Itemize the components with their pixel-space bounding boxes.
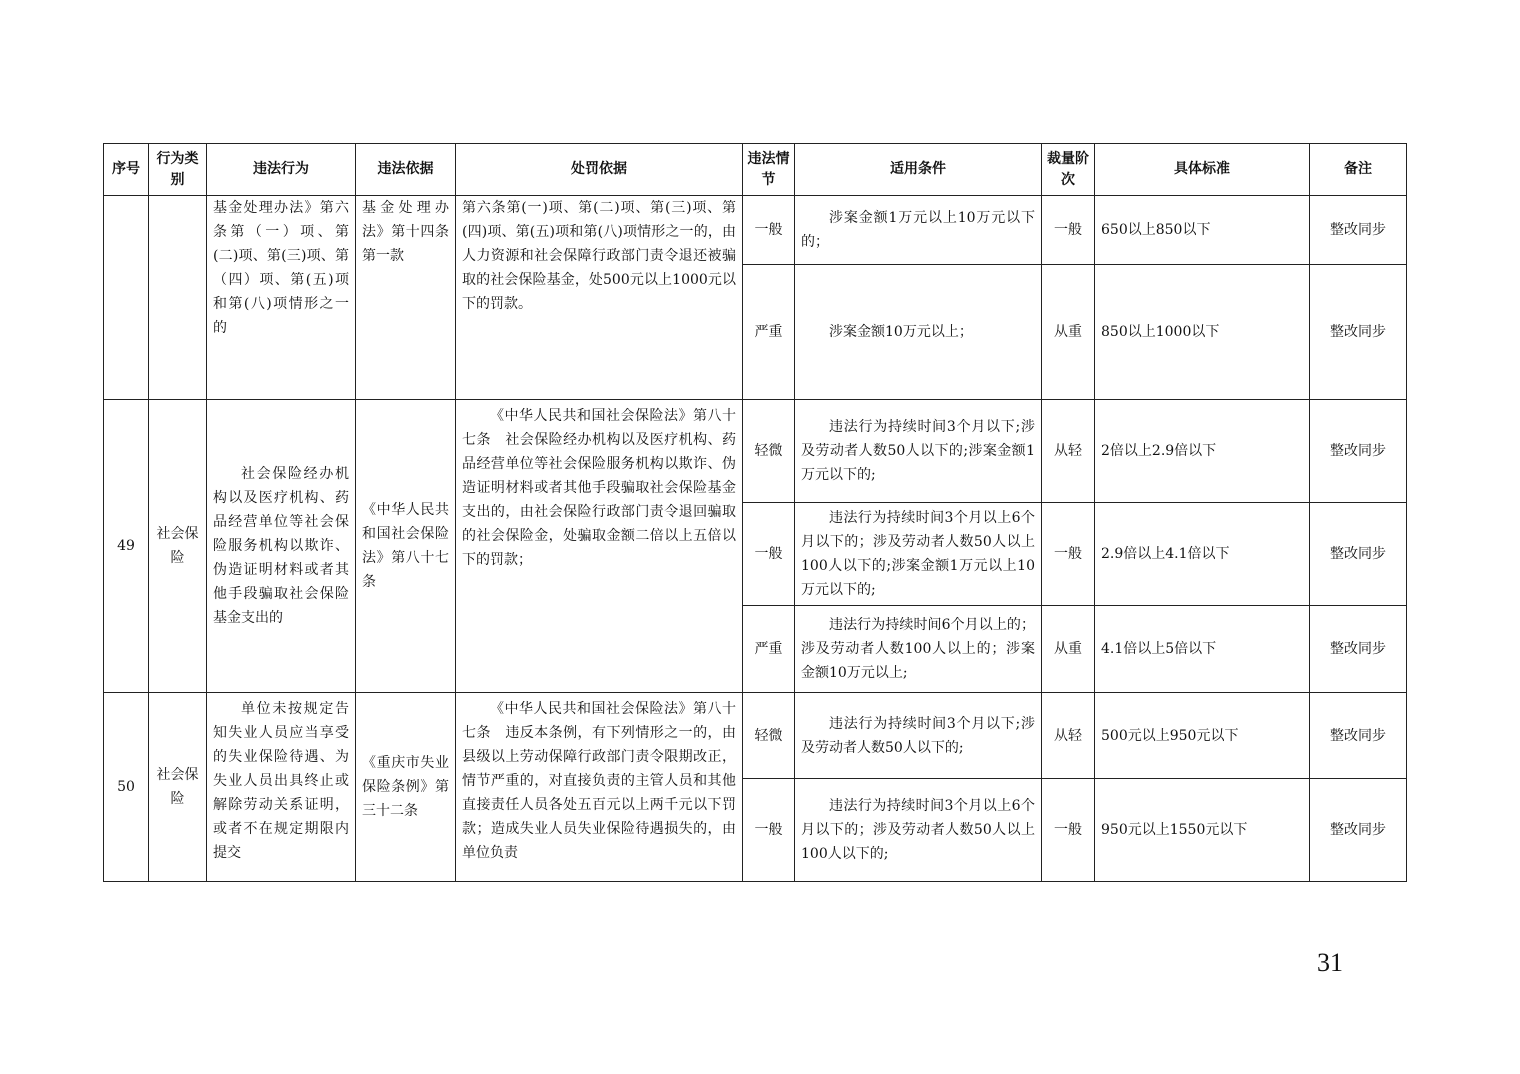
cell-no: 50 bbox=[104, 693, 149, 882]
cell-standard: 650以上850以下 bbox=[1095, 196, 1310, 265]
cell-circumstance: 一般 bbox=[743, 779, 795, 882]
cell-legal-basis: 基金处理办法》第十四条第一款 bbox=[356, 196, 456, 400]
cell-circumstance: 一般 bbox=[743, 503, 795, 606]
cell-level: 从轻 bbox=[1042, 400, 1095, 503]
cell-note: 整改同步 bbox=[1310, 196, 1407, 265]
cell-level: 一般 bbox=[1042, 503, 1095, 606]
cell-circumstance: 严重 bbox=[743, 606, 795, 693]
cell-condition: 违法行为持续时间3个月以上6个月以下的；涉及劳动者人数50人以上100人以下的;涉案金额1万元以上10万元以下的; bbox=[795, 503, 1042, 606]
cell-standard: 950元以上1550元以下 bbox=[1095, 779, 1310, 882]
cell-note: 整改同步 bbox=[1310, 779, 1407, 882]
header-violation: 违法行为 bbox=[207, 144, 356, 196]
table-row bbox=[104, 693, 1407, 779]
penalty-standards-table bbox=[103, 143, 1407, 882]
cell-condition: 违法行为持续时间3个月以下;涉及劳动者人数50人以下的;涉案金额1万元以下的; bbox=[795, 400, 1042, 503]
header-note: 备注 bbox=[1310, 144, 1407, 196]
cell-standard: 850以上1000以下 bbox=[1095, 265, 1310, 400]
table-row bbox=[104, 400, 1407, 503]
header-penalty-basis: 处罚依据 bbox=[456, 144, 743, 196]
cell-circumstance: 一般 bbox=[743, 196, 795, 265]
cell-condition: 违法行为持续时间3个月以上6个月以下的；涉及劳动者人数50人以上100人以下的; bbox=[795, 779, 1042, 882]
cell-note: 整改同步 bbox=[1310, 400, 1407, 503]
cell-circumstance: 轻微 bbox=[743, 400, 795, 503]
cell-no: 49 bbox=[104, 400, 149, 693]
cell-circumstance: 轻微 bbox=[743, 693, 795, 779]
table-header-row bbox=[104, 144, 1407, 196]
cell-category: 社会保险 bbox=[149, 693, 207, 882]
cell-penalty-basis: 《中华人民共和国社会保险法》第八十七条 违反本条例，有下列情形之一的，由县级以上劳动保障行政部门责令限期改正，情节严重的，对直接负责的主管人员和其他直接责任人员各处五百元以上两千元以下罚款；造成失业人员失业保险待遇损失的，由单位负责 bbox=[456, 693, 743, 882]
cell-note: 整改同步 bbox=[1310, 503, 1407, 606]
cell-level: 一般 bbox=[1042, 779, 1095, 882]
table-row bbox=[104, 196, 1407, 265]
cell-note: 整改同步 bbox=[1310, 693, 1407, 779]
cell-circumstance: 严重 bbox=[743, 265, 795, 400]
cell-violation: 社会保险经办机构以及医疗机构、药品经营单位等社会保险服务机构以欺诈、伪造证明材料或者其他手段骗取社会保险基金支出的 bbox=[207, 400, 356, 693]
page-number: 31 bbox=[1317, 948, 1343, 977]
cell-standard: 2倍以上2.9倍以下 bbox=[1095, 400, 1310, 503]
cell-category bbox=[149, 196, 207, 400]
cell-violation: 单位未按规定告知失业人员应当享受的失业保险待遇、为失业人员出具终止或解除劳动关系证明，或者不在规定期限内提交 bbox=[207, 693, 356, 882]
header-no: 序号 bbox=[104, 144, 149, 196]
header-standard: 具体标准 bbox=[1095, 144, 1310, 196]
cell-note: 整改同步 bbox=[1310, 265, 1407, 400]
cell-condition: 违法行为持续时间6个月以上的；涉及劳动者人数100人以上的；涉案金额10万元以上; bbox=[795, 606, 1042, 693]
cell-condition: 涉案金额10万元以上； bbox=[795, 265, 1042, 400]
cell-category: 社会保险 bbox=[149, 400, 207, 693]
cell-note: 整改同步 bbox=[1310, 606, 1407, 693]
cell-condition: 涉案金额1万元以上10万元以下的； bbox=[795, 196, 1042, 265]
cell-level: 从轻 bbox=[1042, 693, 1095, 779]
cell-standard: 500元以上950元以下 bbox=[1095, 693, 1310, 779]
cell-level: 从重 bbox=[1042, 606, 1095, 693]
cell-standard: 2.9倍以上4.1倍以下 bbox=[1095, 503, 1310, 606]
cell-legal-basis: 《中华人民共和国社会保险法》第八十七条 bbox=[356, 400, 456, 693]
cell-legal-basis: 《重庆市失业保险条例》第三十二条 bbox=[356, 693, 456, 882]
cell-no bbox=[104, 196, 149, 400]
header-condition: 适用条件 bbox=[795, 144, 1042, 196]
header-level: 裁量阶次 bbox=[1042, 144, 1095, 196]
header-legal-basis: 违法依据 bbox=[356, 144, 456, 196]
header-circumstance: 违法情节 bbox=[743, 144, 795, 196]
cell-condition: 违法行为持续时间3个月以下;涉及劳动者人数50人以下的; bbox=[795, 693, 1042, 779]
cell-level: 从重 bbox=[1042, 265, 1095, 400]
cell-level: 一般 bbox=[1042, 196, 1095, 265]
cell-penalty-basis: 第六条第(一)项、第(二)项、第(三)项、第(四)项、第(五)项和第(八)项情形之一的，由人力资源和社会保障行政部门责令退还被骗取的社会保险基金，处500元以上1000元以下的罚款。 bbox=[456, 196, 743, 400]
cell-violation: 基金处理办法》第六条第（一）项、第(二)项、第(三)项、第（四）项、第(五)项和第(八)项情形之一的 bbox=[207, 196, 356, 400]
cell-penalty-basis: 《中华人民共和国社会保险法》第八十七条 社会保险经办机构以及医疗机构、药品经营单位等社会保险服务机构以欺诈、伪造证明材料或者其他手段骗取社会保险基金支出的，由社会保险行政部门责令退回骗取的社会保险金，处骗取金额二倍以上五倍以下的罚款； bbox=[456, 400, 743, 693]
cell-standard: 4.1倍以上5倍以下 bbox=[1095, 606, 1310, 693]
header-category: 行为类别 bbox=[149, 144, 207, 196]
